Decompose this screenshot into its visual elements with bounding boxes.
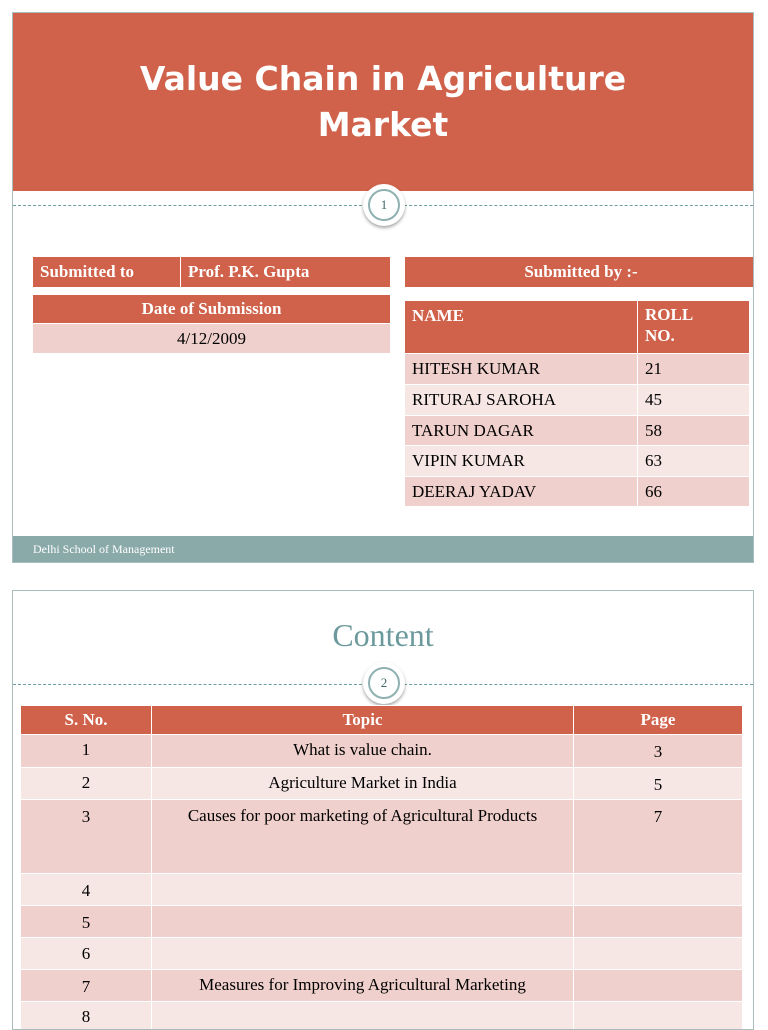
cell-page: 3 bbox=[574, 735, 743, 768]
cell-page bbox=[574, 1002, 743, 1030]
contents-table bbox=[20, 705, 743, 1030]
cell-sno: 2 bbox=[21, 768, 152, 800]
member-roll: 45 bbox=[638, 385, 749, 415]
cell-sno: 1 bbox=[21, 735, 152, 768]
members-header-fill bbox=[708, 301, 749, 353]
member-roll: 58 bbox=[638, 416, 749, 445]
member-roll: 63 bbox=[638, 446, 749, 476]
cell-topic: Agriculture Market in India bbox=[152, 768, 574, 800]
member-roll: 66 bbox=[638, 477, 749, 506]
member-name: VIPIN KUMAR bbox=[405, 446, 637, 476]
slide-number: 2 bbox=[368, 667, 400, 699]
slide-2 bbox=[12, 590, 754, 1030]
table-row bbox=[21, 874, 743, 906]
cell-sno: 7 bbox=[21, 970, 152, 1002]
members-header-name: NAME bbox=[405, 301, 637, 353]
table-row bbox=[21, 938, 743, 970]
table-row bbox=[21, 800, 743, 874]
member-name: DEERAJ YADAV bbox=[405, 477, 637, 506]
column-header-topic: Topic bbox=[152, 706, 574, 735]
submitted-by-label: Submitted by :- bbox=[405, 257, 754, 287]
slide-1 bbox=[12, 12, 754, 563]
table-row bbox=[21, 735, 743, 768]
cell-sno: 8 bbox=[21, 1002, 152, 1030]
table-row bbox=[21, 768, 743, 800]
member-roll: 21 bbox=[638, 354, 749, 384]
cell-page bbox=[574, 970, 743, 1002]
cell-page bbox=[574, 938, 743, 970]
content-title: Content bbox=[13, 617, 753, 654]
cell-page: 5 bbox=[574, 768, 743, 800]
column-header-sno: S. No. bbox=[21, 706, 152, 735]
date-label: Date of Submission bbox=[33, 295, 390, 323]
title-band bbox=[13, 13, 753, 191]
column-header-page: Page bbox=[574, 706, 743, 735]
member-name: TARUN DAGAR bbox=[405, 416, 637, 445]
table-row bbox=[21, 1002, 743, 1030]
slide-title: Value Chain in Agriculture Market bbox=[73, 56, 693, 148]
cell-page: 7 bbox=[574, 800, 743, 874]
slide-number-badge bbox=[363, 662, 405, 704]
slide-footer: Delhi School of Management bbox=[13, 536, 753, 562]
cell-sno: 5 bbox=[21, 906, 152, 938]
cell-topic bbox=[152, 906, 574, 938]
date-value: 4/12/2009 bbox=[33, 324, 390, 353]
table-row bbox=[21, 906, 743, 938]
slide-number: 1 bbox=[368, 189, 400, 221]
cell-topic: Measures for Improving Agricultural Marketing bbox=[152, 970, 574, 1002]
member-name: RITURAJ SAROHA bbox=[405, 385, 637, 415]
cell-topic bbox=[152, 1002, 574, 1030]
member-name: HITESH KUMAR bbox=[405, 354, 637, 384]
cell-page bbox=[574, 874, 743, 906]
cell-topic bbox=[152, 938, 574, 970]
slide-number-badge bbox=[363, 184, 405, 226]
cell-topic: What is value chain. bbox=[152, 735, 574, 768]
cell-sno: 4 bbox=[21, 874, 152, 906]
cell-sno: 6 bbox=[21, 938, 152, 970]
cell-topic bbox=[152, 874, 574, 906]
submitted-to-label: Submitted to bbox=[33, 257, 180, 287]
submitted-to-value: Prof. P.K. Gupta bbox=[181, 257, 390, 287]
cell-topic: Causes for poor marketing of Agricultural Products bbox=[152, 800, 574, 874]
members-header-roll: ROLL NO. bbox=[638, 301, 708, 353]
table-header-row bbox=[21, 706, 743, 735]
cell-page bbox=[574, 906, 743, 938]
table-row bbox=[21, 970, 743, 1002]
cell-sno: 3 bbox=[21, 800, 152, 874]
